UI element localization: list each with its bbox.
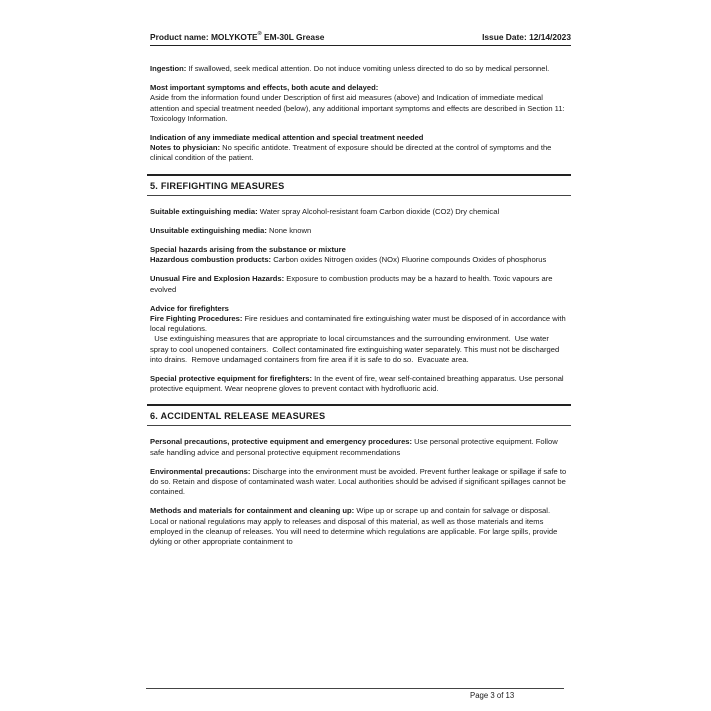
- procedures-text: Fire residues and contaminated fire extinguishing water must be disposed of in accordance with local regulations.: [150, 314, 566, 334]
- suitable-media-paragraph: [150, 207, 568, 217]
- notes-label: Notes to physician:: [150, 143, 221, 153]
- hazardous-text: Carbon oxides Nitrogen oxides (NOx) Fluorine compounds Oxides of phosphorus: [271, 255, 547, 265]
- environmental-paragraph: [150, 467, 568, 498]
- page-header: [150, 32, 571, 44]
- issue-date: Issue Date: 12/14/2023: [482, 32, 571, 42]
- procedures-text-2: Use extinguishing measures that are appropriate to local circumstances and the surrounding environment. Use water spray to cool unopened containers. Collect contaminated fire extinguishing water separately. This must not be discharged into drains. Remove undamaged containers from fire area if it is safe to do so. Evacuate area.: [150, 334, 562, 364]
- symptoms-text: Aside from the information found under Description of first aid measures (above) and Indication of immediate medical attention and special treatment needed (below), any additional important symptoms and effects are described in Section 11: Toxicology Information.: [150, 93, 565, 123]
- page-number: Page 3 of 13: [470, 691, 515, 700]
- notes-text: No specific antidote. Treatment of exposure should be directed at the control of symptoms and the clinical condition of the patient.: [150, 143, 552, 163]
- personal-precautions-paragraph: [150, 437, 568, 457]
- personal-text: Use personal protective equipment. Follow safe handling advice and personal protective equipment recommendations: [150, 437, 558, 457]
- procedures-label: Fire Fighting Procedures:: [150, 314, 243, 324]
- product-name: [150, 32, 324, 42]
- ingestion-paragraph: [150, 64, 568, 74]
- special-hazards-paragraph: [150, 245, 568, 265]
- ppe-paragraph: [150, 374, 568, 394]
- unusual-text: Exposure to combustion products may be a hazard to health. Toxic vapours are evolved: [150, 274, 553, 294]
- section-6-title: 6. ACCIDENTAL RELEASE MEASURES: [150, 411, 326, 422]
- ppe-label: Special protective equipment for firefighters:: [150, 374, 313, 384]
- registered-mark: ®: [257, 31, 262, 37]
- section-divider: [147, 174, 571, 176]
- unusual-label: Unusual Fire and Explosion Hazards:: [150, 274, 285, 284]
- ingestion-label: Ingestion:: [150, 64, 187, 73]
- product-name-prefix: Product name: MOLYKOTE: [150, 32, 258, 42]
- unsuitable-text: None known: [266, 225, 312, 235]
- indication-paragraph: [150, 133, 568, 164]
- suitable-text: Water spray Alcohol-resistant foam Carbon dioxide (CO2) Dry chemical: [257, 206, 500, 216]
- unusual-hazards-paragraph: [150, 274, 568, 294]
- env-text: Discharge into the environment must be avoided. Prevent further leakage or spillage if safe to do so. Retain and dispose of contaminated wash water. Local authorities should be advised if significant spillages cannot be contained.: [150, 466, 567, 497]
- methods-label: Methods and materials for containment and cleaning up:: [150, 506, 355, 516]
- unsuitable-media-paragraph: [150, 226, 568, 236]
- footer-divider: [146, 688, 564, 689]
- ppe-text: In the event of fire, wear self-contained breathing apparatus. Use personal protective equipment. Wear neoprene gloves to prevent contact with hydrofluoric acid.: [150, 374, 564, 394]
- hazardous-label: Hazardous combustion products:: [150, 255, 272, 265]
- section-divider: [147, 404, 571, 406]
- advice-heading: Advice for firefighters: [150, 303, 229, 313]
- section-subdivider: [147, 195, 571, 196]
- section-subdivider: [147, 425, 571, 426]
- section-5-title: 5. FIREFIGHTING MEASURES: [150, 180, 285, 191]
- unsuitable-label: Unsuitable extinguishing media:: [150, 225, 267, 235]
- document-body: [150, 64, 568, 556]
- product-name-suffix: EM-30L Grease: [261, 32, 325, 42]
- symptoms-heading: Most important symptoms and effects, both acute and delayed:: [150, 83, 379, 93]
- methods-text: Wipe up or scrape up and contain for salvage or disposal. Local or national regulations may apply to releases and disposal of this material, as well as those materials and items employed in the cleanup of releases. You will need to determine which regulations are applicable. For large spills, provide dyking or other appropriate containment to: [150, 506, 558, 547]
- ingestion-text: If swallowed, seek medical attention. Do not induce vomiting unless directed to do so by medical personnel.: [186, 64, 550, 73]
- indication-heading: Indication of any immediate medical attention and special treatment needed: [150, 133, 424, 143]
- methods-paragraph: [150, 506, 568, 547]
- header-divider: [150, 45, 571, 46]
- special-hazards-heading: Special hazards arising from the substance or mixture: [150, 245, 346, 255]
- advice-paragraph: [150, 304, 568, 365]
- env-label: Environmental precautions:: [150, 466, 251, 476]
- suitable-label: Suitable extinguishing media:: [150, 206, 258, 216]
- personal-label: Personal precautions, protective equipment and emergency procedures:: [150, 437, 413, 447]
- symptoms-paragraph: [150, 83, 568, 124]
